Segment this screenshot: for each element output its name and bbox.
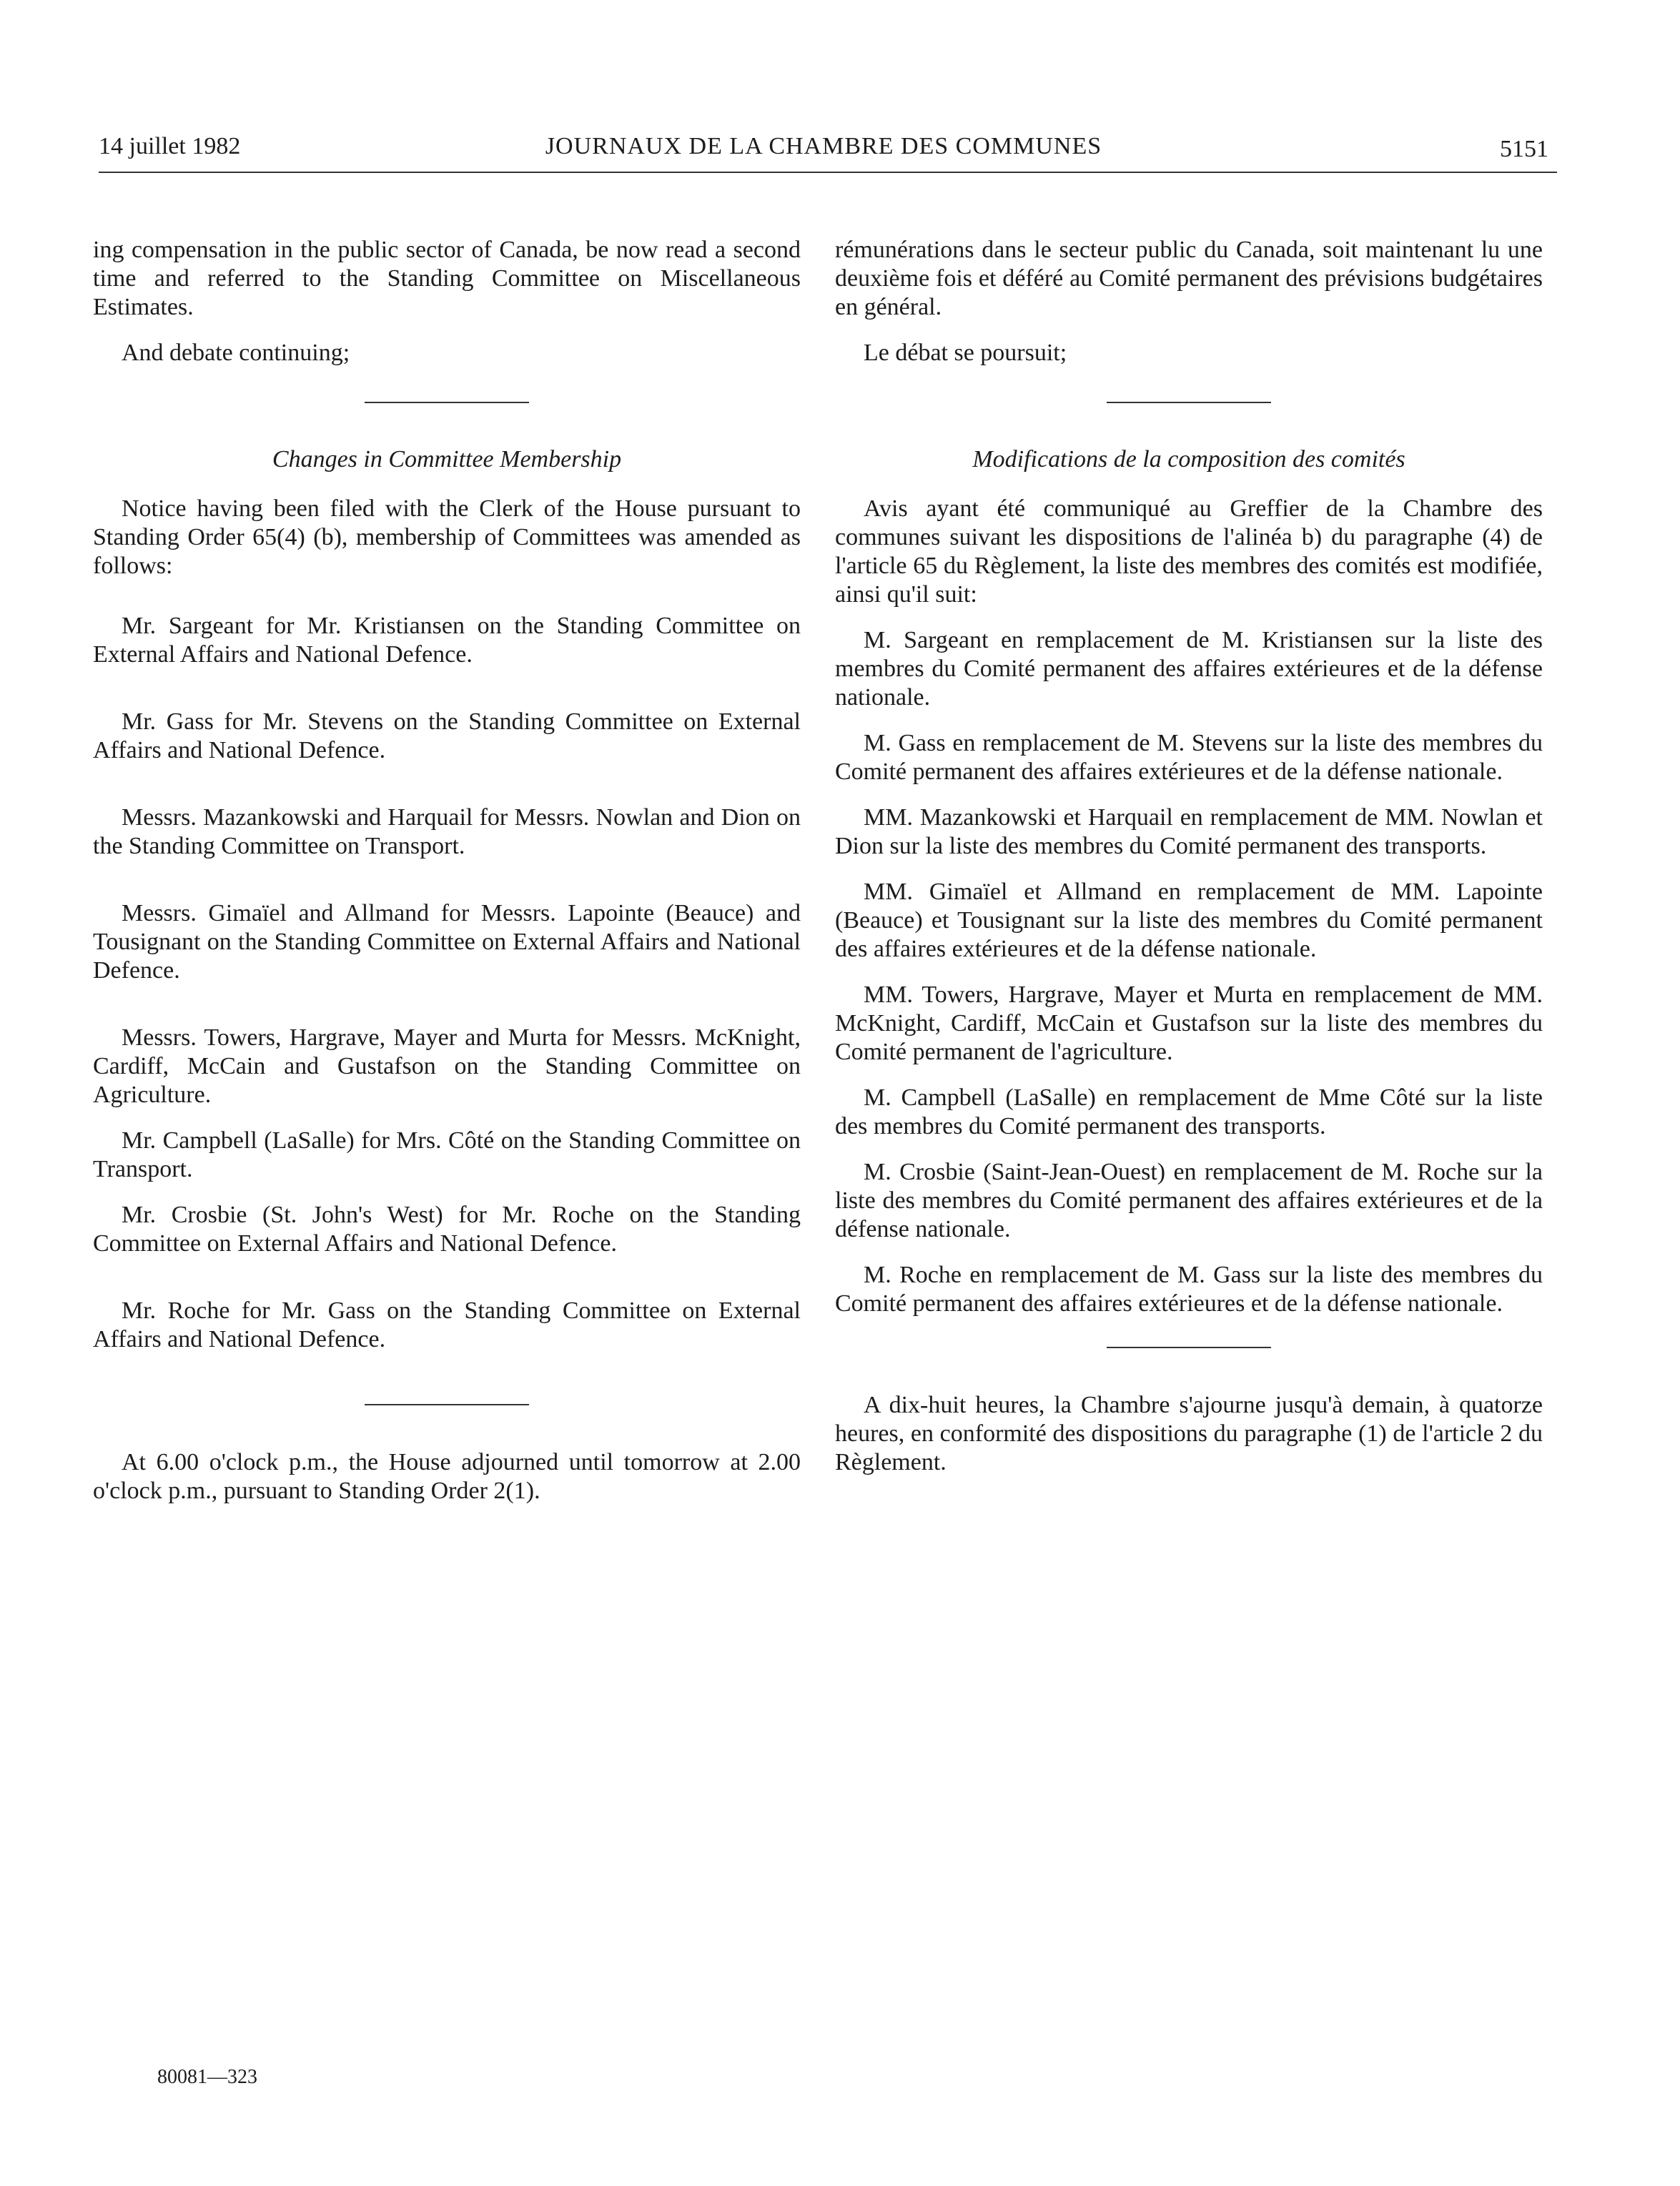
membership-change-en: Messrs. Gimaïel and Allmand for Messrs. Lapointe (Beauce) and Tousignant on the Standing Committee on External Affairs and National Defence.: [93, 900, 801, 984]
print-code: 80081—323: [157, 2066, 257, 2088]
membership-change-en: Mr. Gass for Mr. Stevens on the Standing Committee on External Affairs and National Defence.: [93, 708, 801, 763]
membership-change-en: Mr. Campbell (LaSalle) for Mrs. Côté on the Standing Committee on Transport.: [93, 1127, 801, 1182]
adjournment-paragraph-fr: A dix-huit heures, la Chambre s'ajourne jusqu'à demain, à quatorze heures, en conformité des dispositions du paragraphe (1) de l'article 2 du Règlement.: [835, 1392, 1543, 1475]
section-separator: [1107, 402, 1271, 403]
membership-change-fr: M. Crosbie (Saint-Jean-Ouest) en remplacement de M. Roche sur la liste des membres du Comité permanent des affaires extérieures et de la défense nationale.: [835, 1159, 1543, 1242]
membership-change-fr: M. Roche en remplacement de M. Gass sur la liste des membres du Comité permanent des affaires extérieures et de la défense nationale.: [835, 1262, 1543, 1317]
header-date: 14 juillet 1982: [99, 133, 241, 159]
membership-change-en: Mr. Roche for Mr. Gass on the Standing Committee on External Affairs and National Defence.: [93, 1297, 801, 1352]
adjournment-paragraph-en: At 6.00 o'clock p.m., the House adjourned until tomorrow at 2.00 o'clock p.m., pursuant to Standing Order 2(1).: [93, 1449, 801, 1504]
intro-paragraph-en: ing compensation in the public sector of Canada, be now read a second time and referred to the Standing Committee on Miscellaneous Estimates.: [93, 237, 801, 320]
section-separator: [365, 1404, 529, 1405]
membership-change-fr: MM. Towers, Hargrave, Mayer et Murta en remplacement de MM. McKnight, Cardiff, McCain et Gustafson sur la liste des membres du Comité permanent de l'agriculture.: [835, 981, 1543, 1065]
membership-change-fr: M. Gass en remplacement de M. Stevens sur la liste des membres du Comité permanent des affaires extérieures et de la défense nationale.: [835, 730, 1543, 785]
membership-change-en: Messrs. Mazankowski and Harquail for Messrs. Nowlan and Dion on the Standing Committee on Transport.: [93, 804, 801, 859]
header-rule: [99, 172, 1557, 173]
english-column: [93, 236, 801, 1523]
membership-change-en: Mr. Crosbie (St. John's West) for Mr. Roche on the Standing Committee on External Affairs and National Defence.: [93, 1202, 801, 1257]
membership-change-fr: M. Sargeant en remplacement de M. Kristiansen sur la liste des membres du Comité permanent des affaires extérieures et de la défense nationale.: [835, 627, 1543, 711]
page-header: [99, 133, 1548, 176]
notice-paragraph-fr: Avis ayant été communiqué au Greffier de la Chambre des communes suivant les dispositions de l'alinéa b) du paragraphe (4) de l'article 65 du Règlement, la liste des membres des comités est modifiée, ainsi qu'il suit:: [835, 495, 1543, 608]
header-journal-title: JOURNAUX DE LA CHAMBRE DES COMMUNES: [545, 133, 1102, 159]
membership-change-en: Mr. Sargeant for Mr. Kristiansen on the Standing Committee on External Affairs and National Defence.: [93, 613, 801, 668]
section-separator: [1107, 1347, 1271, 1348]
french-column: [835, 236, 1543, 1494]
debate-continuing-fr: Le débat se poursuit;: [864, 340, 1067, 366]
section-separator: [365, 402, 529, 403]
membership-change-en: Messrs. Towers, Hargrave, Mayer and Murta for Messrs. McKnight, Cardiff, McCain and Gustafson on the Standing Committee on Agriculture.: [93, 1024, 801, 1108]
membership-change-fr: MM. Mazankowski et Harquail en remplacement de MM. Nowlan et Dion sur la liste des membres du Comité permanent des transports.: [835, 804, 1543, 859]
debate-continuing-en: And debate continuing;: [122, 340, 350, 366]
notice-paragraph-en: Notice having been filed with the Clerk of the House pursuant to Standing Order 65(4) (b), membership of Committees was amended as follows:: [93, 495, 801, 579]
intro-paragraph-fr: rémunérations dans le secteur public du Canada, soit maintenant lu une deuxième fois et déféré au Comité permanent des prévisions budgétaires en général.: [835, 237, 1543, 320]
section-heading-en: Changes in Committee Membership: [272, 446, 622, 473]
header-page-number: 5151: [1500, 136, 1548, 162]
section-heading-fr: Modifications de la composition des comités: [972, 446, 1405, 473]
membership-change-fr: M. Campbell (LaSalle) en remplacement de Mme Côté sur la liste des membres du Comité permanent des transports.: [835, 1084, 1543, 1139]
membership-change-fr: MM. Gimaïel et Allmand en remplacement de MM. Lapointe (Beauce) et Tousignant sur la liste des membres du Comité permanent des affaires extérieures et de la défense nationale.: [835, 879, 1543, 962]
